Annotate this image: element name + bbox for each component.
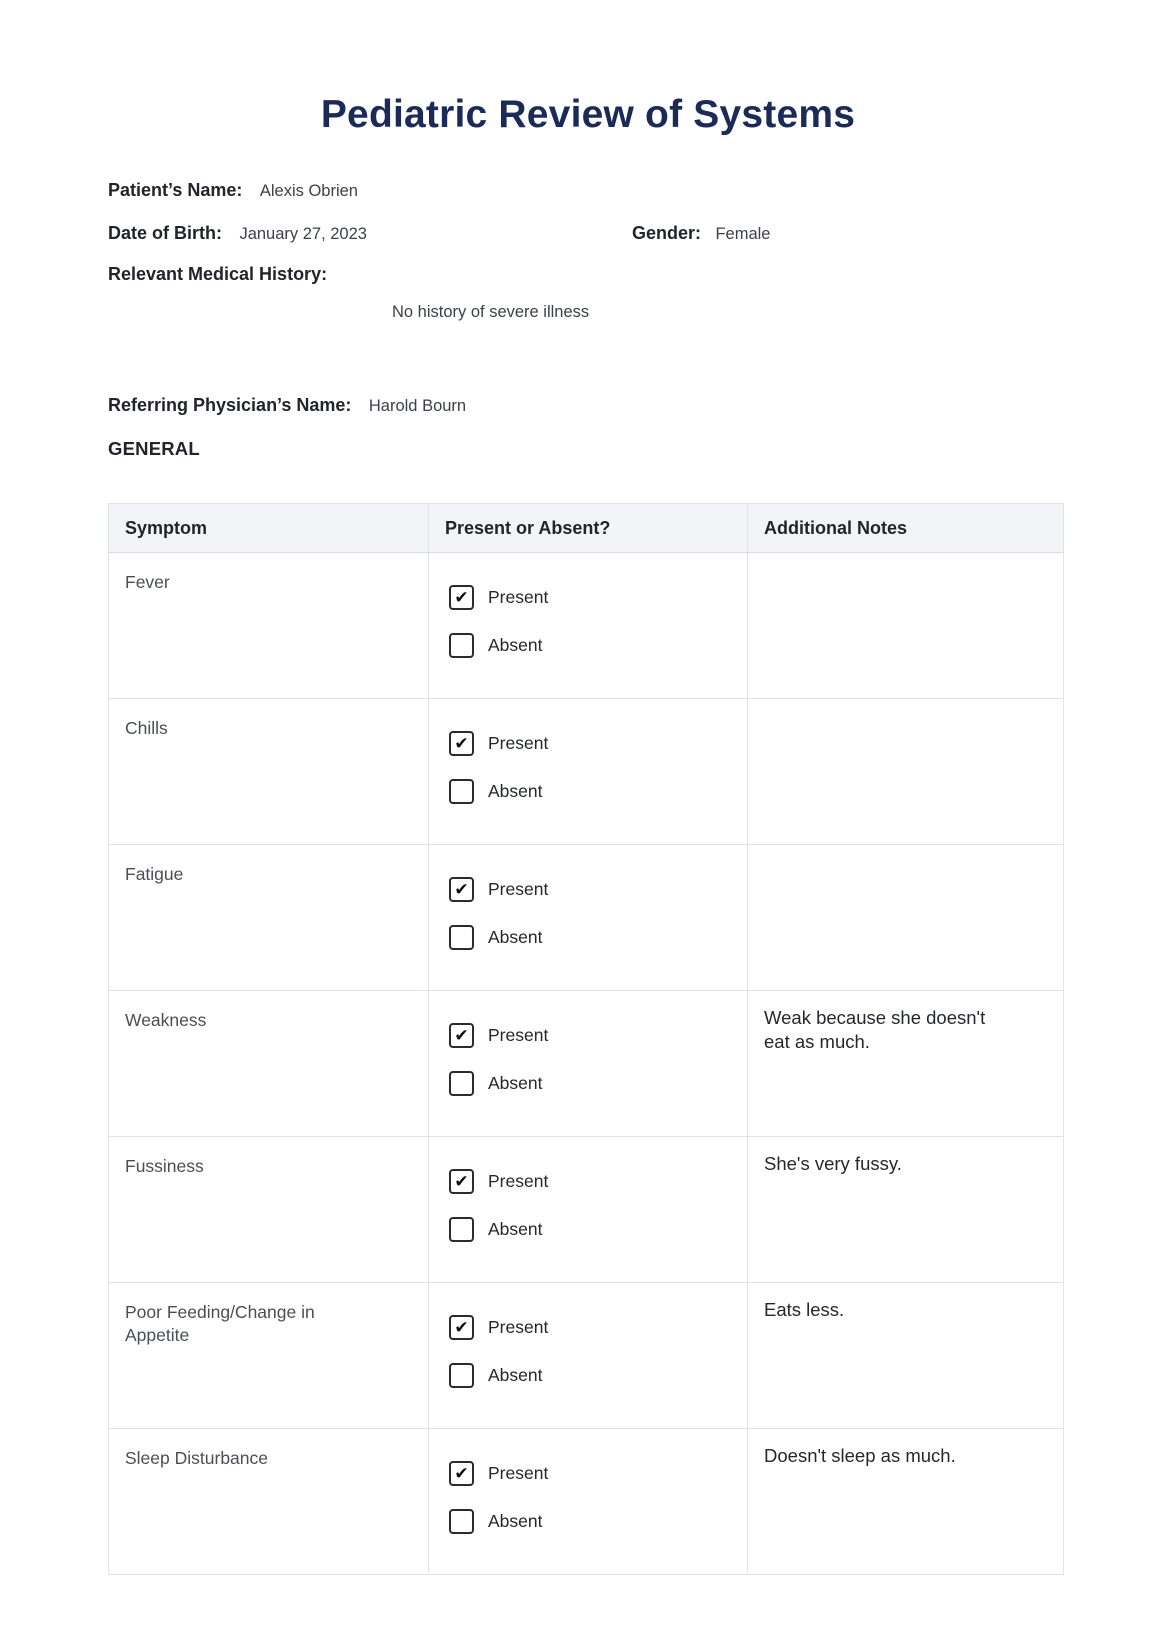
notes-cell [748, 699, 1064, 845]
header-symptom: Symptom [109, 504, 429, 553]
present-label: Present [488, 879, 549, 899]
present-option[interactable] [449, 1023, 737, 1048]
absent-checkbox[interactable] [449, 1217, 474, 1242]
absent-checkbox[interactable] [449, 1071, 474, 1096]
symptom-cell: Fatigue [109, 845, 429, 991]
notes-cell: She's very fussy. [748, 1137, 1064, 1283]
status-cell [429, 553, 748, 699]
present-option[interactable] [449, 1461, 737, 1486]
absent-option[interactable] [449, 1217, 737, 1242]
present-label: Present [488, 1025, 549, 1045]
notes-cell: Doesn't sleep as much. [748, 1429, 1064, 1575]
physician-value: Harold Bourn [368, 397, 467, 415]
patient-name-label: Patient’s Name: [108, 180, 243, 200]
gender-group [632, 223, 771, 244]
present-label: Present [488, 1171, 549, 1191]
absent-option[interactable] [449, 1363, 737, 1388]
present-option[interactable] [449, 585, 737, 610]
symptom-cell: Fussiness [109, 1137, 429, 1283]
present-checkbox[interactable]: ✔ [449, 1169, 474, 1194]
present-checkbox[interactable]: ✔ [449, 1315, 474, 1340]
absent-option[interactable] [449, 925, 737, 950]
absent-label: Absent [488, 927, 543, 947]
absent-option[interactable] [449, 1509, 737, 1534]
table-row [109, 991, 1064, 1137]
page-title: Pediatric Review of Systems [320, 93, 856, 136]
symptom-cell: Chills [109, 699, 429, 845]
physician-label: Referring Physician’s Name: [108, 395, 352, 415]
present-label: Present [488, 733, 549, 753]
patient-name-value: Alexis Obrien [259, 182, 358, 200]
status-cell [429, 699, 748, 845]
present-label: Present [488, 587, 549, 607]
present-checkbox[interactable]: ✔ [449, 731, 474, 756]
present-option[interactable] [449, 731, 737, 756]
dob-label: Date of Birth: [108, 223, 222, 243]
absent-option[interactable] [449, 1071, 737, 1096]
absent-checkbox[interactable] [449, 1509, 474, 1534]
medical-history-value: No history of severe illness [392, 303, 590, 321]
notes-cell [748, 845, 1064, 991]
header-status: Present or Absent? [429, 504, 748, 553]
absent-checkbox[interactable] [449, 925, 474, 950]
absent-checkbox[interactable] [449, 633, 474, 658]
gender-value: Female [715, 225, 771, 243]
present-checkbox[interactable]: ✔ [449, 1023, 474, 1048]
dob-gender-row [108, 223, 1068, 244]
status-cell [429, 1429, 748, 1575]
header-notes: Additional Notes [748, 504, 1064, 553]
symptom-cell: Fever [109, 553, 429, 699]
absent-option[interactable] [449, 779, 737, 804]
gender-label: Gender: [632, 223, 702, 243]
absent-label: Absent [488, 1219, 543, 1239]
section-heading-general: GENERAL [108, 438, 200, 459]
present-option[interactable] [449, 1315, 737, 1340]
status-cell [429, 845, 748, 991]
absent-label: Absent [488, 781, 543, 801]
dob-value: January 27, 2023 [239, 225, 367, 243]
absent-label: Absent [488, 1073, 543, 1093]
present-label: Present [488, 1317, 549, 1337]
table-row [109, 553, 1064, 699]
notes-cell: Eats less. [748, 1283, 1064, 1429]
symptom-cell: Poor Feeding/Change in Appetite [109, 1283, 429, 1429]
medical-history-row [108, 264, 1068, 285]
present-label: Present [488, 1463, 549, 1483]
notes-cell: Weak because she doesn't eat as much. [748, 991, 1064, 1137]
status-cell [429, 991, 748, 1137]
physician-row [108, 395, 1068, 416]
table-row [109, 1137, 1064, 1283]
medical-history-label: Relevant Medical History: [108, 264, 328, 284]
table-row [109, 1429, 1064, 1575]
present-option[interactable] [449, 877, 737, 902]
patient-name-row [108, 180, 1068, 201]
notes-cell [748, 553, 1064, 699]
symptom-cell: Sleep Disturbance [109, 1429, 429, 1575]
table-row [109, 1283, 1064, 1429]
symptom-cell: Weakness [109, 991, 429, 1137]
status-cell [429, 1283, 748, 1429]
symptom-table [108, 503, 1064, 1575]
absent-label: Absent [488, 635, 543, 655]
table-row [109, 845, 1064, 991]
absent-option[interactable] [449, 633, 737, 658]
present-checkbox[interactable]: ✔ [449, 877, 474, 902]
absent-label: Absent [488, 1511, 543, 1531]
present-checkbox[interactable]: ✔ [449, 1461, 474, 1486]
table-row [109, 699, 1064, 845]
present-checkbox[interactable]: ✔ [449, 585, 474, 610]
symptom-table-body [109, 553, 1064, 1575]
table-header-row [109, 504, 1064, 553]
absent-label: Absent [488, 1365, 543, 1385]
present-option[interactable] [449, 1169, 737, 1194]
absent-checkbox[interactable] [449, 779, 474, 804]
status-cell [429, 1137, 748, 1283]
absent-checkbox[interactable] [449, 1363, 474, 1388]
